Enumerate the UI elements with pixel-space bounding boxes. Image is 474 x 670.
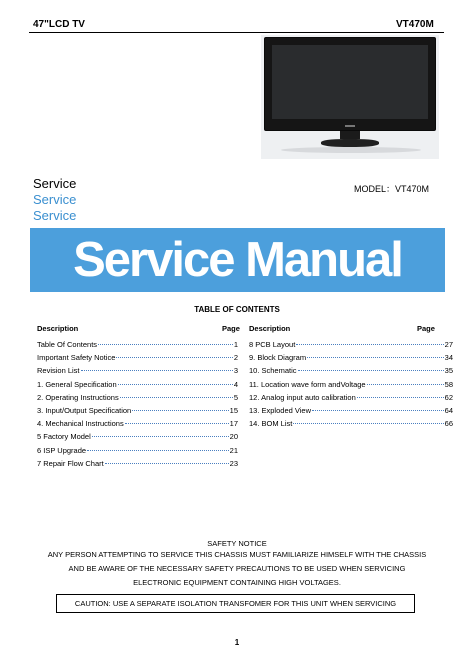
toc-left-entry-title: 5 Factory Model <box>37 432 91 442</box>
tv-product-photo <box>261 35 439 159</box>
toc-left-entry-leader <box>132 410 228 411</box>
toc-left-entry <box>37 393 238 402</box>
tv-bezel <box>264 37 436 131</box>
toc-right-entry-page: 27 <box>444 340 453 349</box>
toc-left-entry-page: 5 <box>233 392 238 402</box>
toc-left-entry-title: Revision List <box>37 366 80 376</box>
toc-left-entry <box>37 340 238 349</box>
toc-left-entry-title: 6 ISP Upgrade <box>37 445 87 455</box>
toc-right-entry-title: 11. Location wave form andVoltage <box>249 379 366 389</box>
service-manual-banner <box>30 228 445 292</box>
caution-text: CAUTION: USE A SEPARATE ISOLATION TRANSFOMER FOR THIS UNIT WHEN SERVICING <box>74 599 397 608</box>
toc-left-entry-title: Table Of Contents <box>37 340 98 349</box>
header-product: 47"LCD TV <box>33 19 85 30</box>
toc-right-entry-leader <box>298 370 444 371</box>
toc-right-entry-leader <box>293 423 443 424</box>
caution-box <box>56 594 415 613</box>
page-number: 1 <box>234 638 240 647</box>
toc-left-entry-leader <box>125 423 229 424</box>
toc-left-entry-leader <box>92 436 229 437</box>
toc-left-entry-page: 4 <box>233 379 238 389</box>
toc-left-entry-title: 3. Input/Output Specification <box>37 406 132 415</box>
toc-title: TABLE OF CONTENTS <box>194 305 280 314</box>
toc-right-entry-title: 14. BOM List <box>249 419 293 429</box>
toc-left-entry-page: 15 <box>229 406 238 415</box>
toc-right-entry-leader <box>367 384 444 385</box>
model-label: MODEL：VT470M <box>354 184 430 194</box>
toc-left-entry-page: 23 <box>229 458 238 468</box>
toc-left-entry-page: 3 <box>233 366 238 376</box>
toc-right-entry-leader <box>296 344 443 345</box>
toc-left-entry-page: 2 <box>233 353 238 363</box>
toc-left-col-page: Page <box>222 324 240 333</box>
header-model: VT470M <box>396 19 434 30</box>
toc-left-entry-leader <box>116 357 232 358</box>
tv-stand-neck <box>340 131 360 139</box>
safety-line-3: ELECTRONIC EQUIPMENT CONTAINING HIGH VOLTAGES. <box>133 578 341 587</box>
tv-stand-base <box>321 139 379 147</box>
toc-left-entry-leader <box>120 397 233 398</box>
toc-right-entry <box>249 340 453 349</box>
toc-left-entry-page: 21 <box>229 445 238 455</box>
service-line-1: Service <box>33 176 77 191</box>
toc-left-entry-title: 4. Mechanical Instructions <box>37 419 124 429</box>
service-line-3: Service <box>33 208 77 223</box>
toc-left-entry-leader <box>98 344 233 345</box>
toc-right-entry-title: 9. Block Diagram <box>249 353 307 363</box>
banner-title: Service Manual <box>73 233 402 287</box>
toc-right-entry-page: 34 <box>444 353 453 363</box>
toc-right-entry <box>249 353 453 362</box>
toc-right-entry-leader <box>357 397 444 398</box>
toc-right-entry-page: 58 <box>444 379 453 389</box>
toc-left-entry-title: 1. General Specification <box>37 379 117 389</box>
toc-left-entry <box>37 459 238 468</box>
toc-right-entry-title: 13. Exploded View <box>249 406 311 415</box>
safety-line-1: ANY PERSON ATTEMPTING TO SERVICE THIS CHASSIS MUST FAMILIARIZE HIMSELF WITH THE CHASSIS <box>47 550 427 559</box>
toc-left-entry-page: 20 <box>229 432 238 442</box>
toc-right-col-page: Page <box>417 324 435 333</box>
toc-left-entry-title: 2. Operating Instructions <box>37 392 119 402</box>
toc-right-entry-title: 8 PCB Layout <box>249 340 296 349</box>
toc-left-entry-leader <box>118 384 233 385</box>
toc-left-entry-leader <box>81 370 233 371</box>
toc-right-entry <box>249 419 453 428</box>
toc-left-entry <box>37 446 238 455</box>
toc-right-entry-title: 10. Schematic <box>249 366 297 376</box>
toc-left-entry-leader <box>105 463 229 464</box>
toc-right-entry-page: 66 <box>444 419 453 429</box>
safety-line-2: AND BE AWARE OF THE NECESSARY SAFETY PRECAUTIONS TO BE USED WHEN SERVICING <box>68 564 406 573</box>
toc-right-entry <box>249 366 453 375</box>
header-rule <box>29 32 444 33</box>
toc-left-entry <box>37 353 238 362</box>
toc-right-entry-page: 64 <box>444 406 453 415</box>
toc-left-entry-title: Important Safety Notice <box>37 353 116 363</box>
toc-left-entry <box>37 432 238 441</box>
toc-right-entry-leader <box>307 357 444 358</box>
tv-logo <box>345 125 355 127</box>
toc-left-entry-title: 7 Repair Flow Chart <box>37 458 104 468</box>
toc-right-entry-title: 12. Analog input auto calibration <box>249 392 356 402</box>
service-line-2: Service <box>33 192 77 207</box>
toc-left-entry-page: 17 <box>229 419 238 429</box>
toc-right-col-description: Description <box>249 324 291 333</box>
toc-right-entry-page: 62 <box>444 392 453 402</box>
toc-right-entry-leader <box>312 410 444 411</box>
tv-screen <box>272 45 428 119</box>
toc-right-entry <box>249 380 453 389</box>
toc-right-entry <box>249 406 453 415</box>
toc-left-entry <box>37 406 238 415</box>
tv-shadow <box>281 147 421 153</box>
toc-left-entry-leader <box>87 450 229 451</box>
toc-left-entry-page: 1 <box>233 340 238 349</box>
toc-right-entry-page: 35 <box>444 366 453 376</box>
safety-title: SAFETY NOTICE <box>207 539 267 548</box>
toc-left-entry <box>37 419 238 428</box>
toc-left-entry <box>37 366 238 375</box>
toc-left-entry <box>37 380 238 389</box>
toc-left-col-description: Description <box>37 324 79 333</box>
toc-right-entry <box>249 393 453 402</box>
